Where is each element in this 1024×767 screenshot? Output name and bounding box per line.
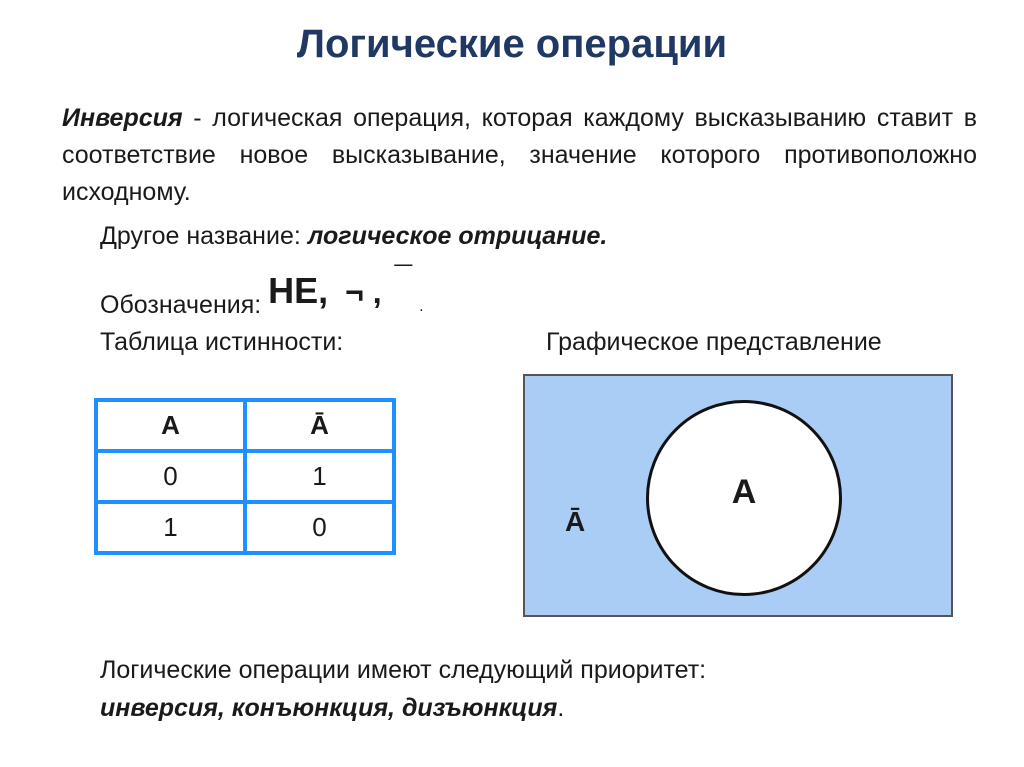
- table-cell: 1: [245, 451, 394, 502]
- definition-paragraph: [62, 100, 977, 211]
- notation-label: Обозначения:: [100, 291, 269, 319]
- definition-term: Инверсия: [62, 104, 183, 132]
- truth-table-header-not-a: Ā: [245, 400, 394, 451]
- truth-table-header-row: [96, 400, 394, 451]
- truth-table: [94, 398, 396, 555]
- graph-caption: Графическое представление: [546, 328, 882, 356]
- notation-dot: .: [419, 298, 424, 315]
- priority-paragraph: [100, 651, 706, 727]
- notation-line: [100, 260, 424, 319]
- other-name-label: Другое название:: [100, 222, 308, 250]
- truth-table-header-a: A: [96, 400, 245, 451]
- table-cell: 0: [245, 502, 394, 553]
- definition-text: - логическая операция, которая каждому высказыванию ставит в соответствие новое высказывание, значение которого противоположно исходному.: [62, 104, 977, 206]
- table-cell: 1: [96, 502, 245, 553]
- priority-end: .: [557, 694, 565, 722]
- notation-overline-symbol: ¯: [394, 260, 413, 296]
- table-cell: 0: [96, 451, 245, 502]
- page-title: Логические операции: [296, 22, 728, 66]
- venn-circle-label: A: [731, 473, 757, 511]
- venn-outer-label: Ā: [565, 506, 586, 537]
- notation-negation-symbol: ¬ ,: [345, 274, 382, 310]
- notation-ne: НЕ,: [268, 270, 329, 311]
- priority-text: Логические операции имеют следующий приоритет:: [100, 656, 707, 684]
- venn-circle: [646, 400, 842, 596]
- table-row: [96, 451, 394, 502]
- other-name-line: [100, 222, 607, 251]
- other-name-value: логическое отрицание.: [307, 222, 608, 250]
- truth-table-caption: Таблица истинности:: [100, 328, 344, 356]
- table-row: [96, 502, 394, 553]
- priority-order: инверсия, конъюнкция, дизъюнкция: [100, 694, 558, 722]
- venn-diagram: [523, 374, 953, 617]
